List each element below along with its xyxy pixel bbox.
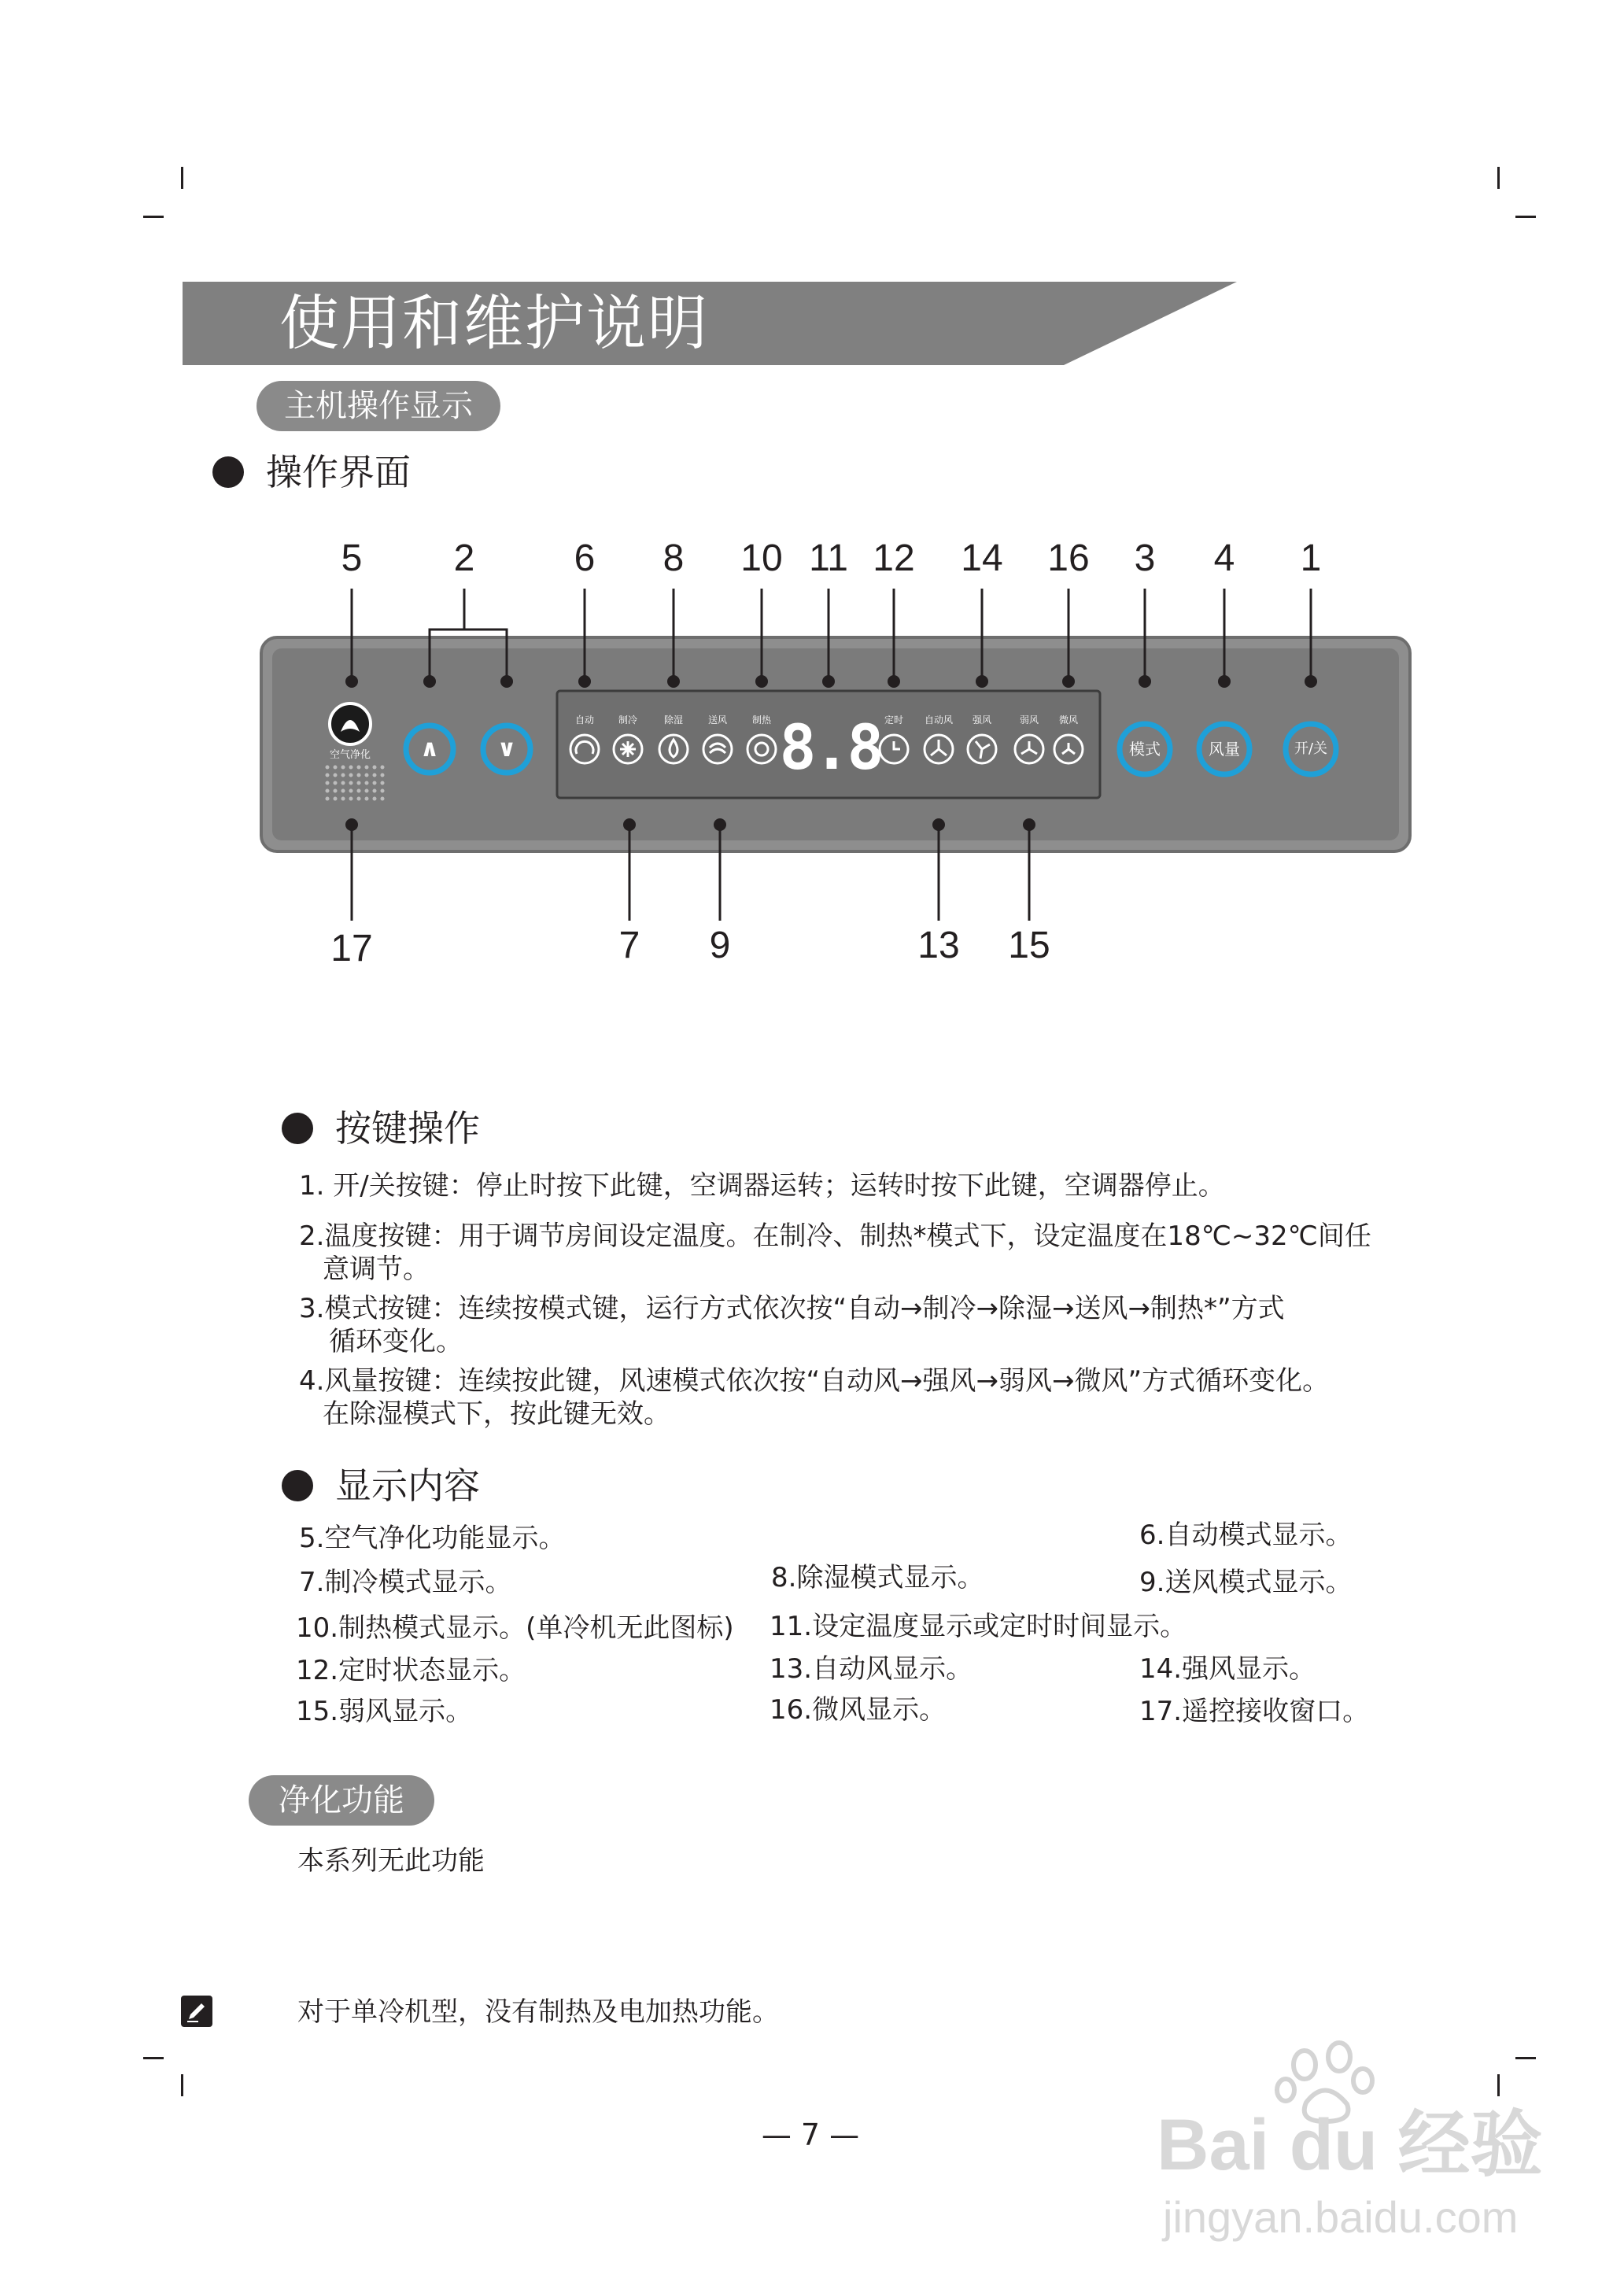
display-item-11: 11.设定温度显示或定时时间显示。 bbox=[770, 1611, 1187, 1642]
bullet-dot bbox=[282, 1113, 313, 1144]
display-item-12: 12.定时状态显示。 bbox=[296, 1655, 526, 1686]
key-item-continuation: 意调节。 bbox=[323, 1254, 430, 1285]
temp-up-button[interactable] bbox=[406, 726, 453, 773]
crop-mark bbox=[1497, 2074, 1500, 2096]
bullet-dot bbox=[282, 1470, 313, 1501]
key-item-power bbox=[299, 1169, 1225, 1202]
callout-number: 16 bbox=[1047, 537, 1090, 579]
crop-mark bbox=[181, 167, 183, 189]
callout-number: 5 bbox=[341, 537, 363, 579]
callout-number: 10 bbox=[740, 537, 783, 579]
callout-number: 3 bbox=[1134, 537, 1156, 579]
display-item-10: 10.制热模式显示。(单冷机无此图标) bbox=[296, 1612, 734, 1644]
callout-number: 14 bbox=[961, 537, 1003, 579]
page-title: 使用和维护说明 bbox=[279, 288, 709, 358]
callout-number: 6 bbox=[574, 537, 596, 579]
key-item-continuation: 在除湿模式下，按此键无效。 bbox=[323, 1398, 670, 1430]
display-item-8: 8.除湿模式显示。 bbox=[771, 1562, 984, 1593]
indicator-label-fan: 送风 bbox=[707, 714, 727, 726]
display-heading-text: 显示内容 bbox=[335, 1464, 480, 1507]
purify-text: 本系列无此功能 bbox=[297, 1845, 485, 1877]
display-item-5: 5.空气净化功能显示。 bbox=[299, 1523, 566, 1554]
callout-number: 13 bbox=[917, 925, 960, 966]
callout-number: 11 bbox=[809, 537, 848, 579]
callout-number: 2 bbox=[453, 537, 475, 579]
callout-number: 9 bbox=[709, 925, 731, 966]
power-button[interactable]: 开/关 bbox=[1294, 740, 1328, 757]
key-item-line: 3.模式按键：连续按模式键，运行方式依次按“自动→制冷→除湿→送风→制热*”方式 bbox=[299, 1293, 1285, 1324]
display-item-15: 15.弱风显示。 bbox=[296, 1696, 473, 1727]
digit-display: 8.8 bbox=[779, 713, 881, 784]
display-item-14: 14.强风显示。 bbox=[1139, 1653, 1316, 1685]
display-item-16: 16.微风显示。 bbox=[770, 1694, 947, 1726]
callout-number: 4 bbox=[1213, 537, 1235, 579]
air-purify-label: 空气净化 bbox=[329, 749, 371, 761]
callout-number: 7 bbox=[618, 925, 640, 966]
section-pill-main-display: 主机操作显示 bbox=[257, 381, 500, 431]
callout-number: 15 bbox=[1008, 925, 1050, 966]
key-item-temperature bbox=[299, 1220, 1371, 1286]
page-number: — 7 — bbox=[761, 2118, 860, 2152]
display-heading bbox=[282, 1464, 480, 1508]
display-item-6: 6.自动模式显示。 bbox=[1139, 1519, 1353, 1551]
indicator-label-breeze: 微风 bbox=[1058, 714, 1078, 726]
note-text: 对于单冷机型，没有制热及电加热功能。 bbox=[297, 1996, 779, 2028]
indicator-label-auto: 自动 bbox=[574, 714, 594, 726]
indicator-label-auto-fan: 自动风 bbox=[924, 714, 953, 726]
display-item-13: 13.自动风显示。 bbox=[770, 1653, 973, 1685]
keys-heading-text: 按键操作 bbox=[335, 1107, 480, 1150]
up-arrow-icon: ∧ bbox=[419, 735, 440, 762]
indicator-label-cool: 制冷 bbox=[618, 714, 637, 726]
crop-mark bbox=[1497, 167, 1500, 189]
interface-heading bbox=[212, 450, 411, 494]
watermark-brand: Bai du 经验 bbox=[1157, 2105, 1543, 2185]
interface-heading-text: 操作界面 bbox=[266, 451, 411, 493]
callout-number: 1 bbox=[1300, 537, 1322, 579]
mode-button[interactable]: 模式 bbox=[1129, 740, 1161, 759]
indicator-label-dry: 除湿 bbox=[663, 714, 683, 726]
key-item-line: 4.风量按键：连续按此键，风速模式依次按“自动风→强风→弱风→微风”方式循环变化。 bbox=[299, 1365, 1330, 1397]
pencil-note-icon bbox=[181, 1996, 212, 2027]
section-pill-purify: 净化功能 bbox=[249, 1775, 434, 1826]
display-item-9: 9.送风模式显示。 bbox=[1139, 1567, 1353, 1598]
watermark-url: jingyan.baidu.com bbox=[1163, 2192, 1519, 2242]
callout-number: 12 bbox=[873, 537, 915, 579]
crop-mark bbox=[143, 2057, 164, 2059]
bullet-dot bbox=[212, 456, 244, 488]
display-item-7: 7.制冷模式显示。 bbox=[299, 1567, 512, 1598]
crop-mark bbox=[143, 216, 164, 218]
crop-mark bbox=[181, 2074, 183, 2096]
indicator-label-heat: 制热 bbox=[751, 714, 771, 726]
temp-down-button[interactable] bbox=[483, 726, 530, 773]
key-item-line: 1. 开/关按键：停止时按下此键，空调器运转；运转时按下此键，空调器停止。 bbox=[299, 1170, 1225, 1202]
crop-mark bbox=[1515, 216, 1536, 218]
indicator-label-timer: 定时 bbox=[884, 714, 903, 726]
callout-number: 8 bbox=[663, 537, 685, 579]
indicator-label-high-fan: 强风 bbox=[972, 714, 991, 726]
indicator-label-low-fan: 弱风 bbox=[1019, 714, 1039, 726]
fan-speed-button[interactable]: 风量 bbox=[1209, 740, 1240, 759]
callout-number: 17 bbox=[330, 928, 373, 969]
display-item-17: 17.遥控接收窗口。 bbox=[1139, 1696, 1370, 1727]
key-item-continuation: 循环变化。 bbox=[329, 1326, 463, 1357]
crop-mark bbox=[1515, 2057, 1536, 2059]
key-item-fan bbox=[299, 1364, 1329, 1431]
down-arrow-icon: ∨ bbox=[496, 735, 517, 762]
keys-heading bbox=[282, 1106, 480, 1150]
key-item-line: 2.温度按键：用于调节房间设定温度。在制冷、制热*模式下，设定温度在18℃~32℃间任 bbox=[299, 1220, 1371, 1252]
key-item-mode bbox=[299, 1292, 1285, 1358]
